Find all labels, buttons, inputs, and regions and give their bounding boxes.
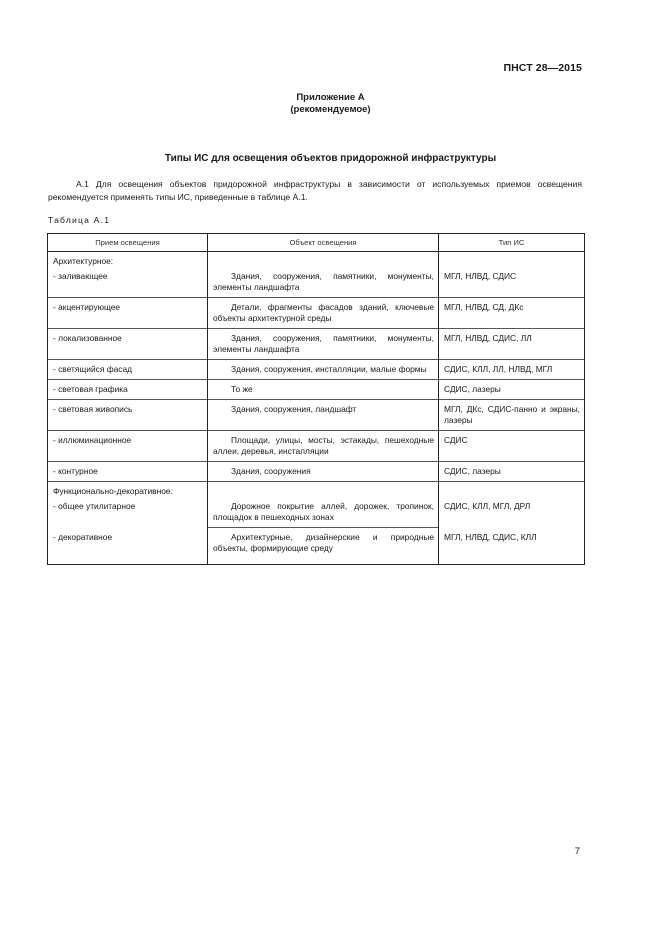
method-cell: - заливающее — [48, 267, 208, 298]
section-title: Типы ИС для освещения объектов придорожной инфраструктуры — [164, 153, 497, 164]
method-cell: - иллюминационное — [48, 431, 208, 462]
appendix-heading — [0, 92, 661, 116]
header-method: Прием освещения — [48, 234, 208, 252]
method-cell: - общее утилитарное — [48, 497, 208, 528]
type-cell: МГЛ, НЛВД, СДИС — [439, 267, 585, 298]
type-cell: СДИС, КЛЛ, МГЛ, ДРЛ — [439, 497, 585, 528]
lighting-types-table — [47, 233, 585, 565]
table-header-row — [48, 234, 585, 252]
table-row — [48, 380, 585, 400]
object-cell: Здания, сооружения — [208, 462, 439, 482]
object-cell: Площади, улицы, мосты, эстакады, пешеходные аллеи, деревья, инсталляции — [208, 431, 439, 462]
table-row — [48, 298, 585, 329]
method-cell: - контурное — [48, 462, 208, 482]
page-number: 7 — [574, 846, 580, 857]
table-row — [48, 360, 585, 380]
document-code: ПНСТ 28—2015 — [503, 62, 582, 74]
type-cell: МГЛ, НЛВД, СДИС, ЛЛ — [439, 329, 585, 360]
method-cell: - световая живопись — [48, 400, 208, 431]
object-cell: То же — [208, 380, 439, 400]
group-label: Архитектурное: — [48, 252, 208, 268]
object-cell: Здания, сооружения, памятники, монументы, элементы ландшафта — [208, 267, 439, 298]
type-cell: МГЛ, НЛВД, СДИС, КЛЛ — [439, 528, 585, 565]
table-row — [48, 400, 585, 431]
header-object: Объект освещения — [208, 234, 439, 252]
table-row — [48, 329, 585, 360]
type-cell: МГЛ, НЛВД, СД, ДКс — [439, 298, 585, 329]
table-row — [48, 528, 585, 565]
method-cell: - акцентирующее — [48, 298, 208, 329]
type-cell: СДИС, КЛЛ, ЛЛ, НЛВД, МГЛ — [439, 360, 585, 380]
table-row — [48, 267, 585, 298]
object-cell: Дорожное покрытие аллей, дорожек, тропинок, площадок в пешеходных зонах — [208, 497, 439, 528]
object-cell: Здания, сооружения, инсталляции, малые формы — [208, 360, 439, 380]
type-cell: МГЛ, ДКс, СДИС-панно и экраны, лазеры — [439, 400, 585, 431]
object-cell: Здания, сооружения, памятники, монументы, элементы ландшафта — [208, 329, 439, 360]
type-cell: СДИС — [439, 431, 585, 462]
appendix-subtitle: (рекомендуемое) — [290, 104, 371, 115]
table-row — [48, 431, 585, 462]
table-row — [48, 462, 585, 482]
group-row-functional — [48, 482, 585, 498]
table-row — [48, 497, 585, 528]
appendix-title: Приложение А — [296, 92, 365, 103]
type-cell: СДИС, лазеры — [439, 462, 585, 482]
table-caption: Таблица А.1 — [48, 215, 111, 225]
group-row-architectural — [48, 252, 585, 268]
type-cell: СДИС, лазеры — [439, 380, 585, 400]
object-cell: Здания, сооружения, ландшафт — [208, 400, 439, 431]
method-cell: - светящийся фасад — [48, 360, 208, 380]
header-type: Тип ИС — [439, 234, 585, 252]
method-cell: - локализованное — [48, 329, 208, 360]
method-cell: - световая графика — [48, 380, 208, 400]
method-cell: - декоративное — [48, 528, 208, 565]
group-label: Функционально-декоративное: — [48, 482, 208, 498]
object-cell: Архитектурные, дизайнерские и природные объекты, формирующие среду — [208, 528, 439, 565]
object-cell: Детали, фрагменты фасадов зданий, ключевые объекты архитектурной среды — [208, 298, 439, 329]
intro-paragraph: А.1 Для освещения объектов придорожной инфраструктуры в зависимости от используемых приемов освещения рекомендуется применять типы ИС, приведенные в таблице А.1. — [48, 179, 582, 202]
